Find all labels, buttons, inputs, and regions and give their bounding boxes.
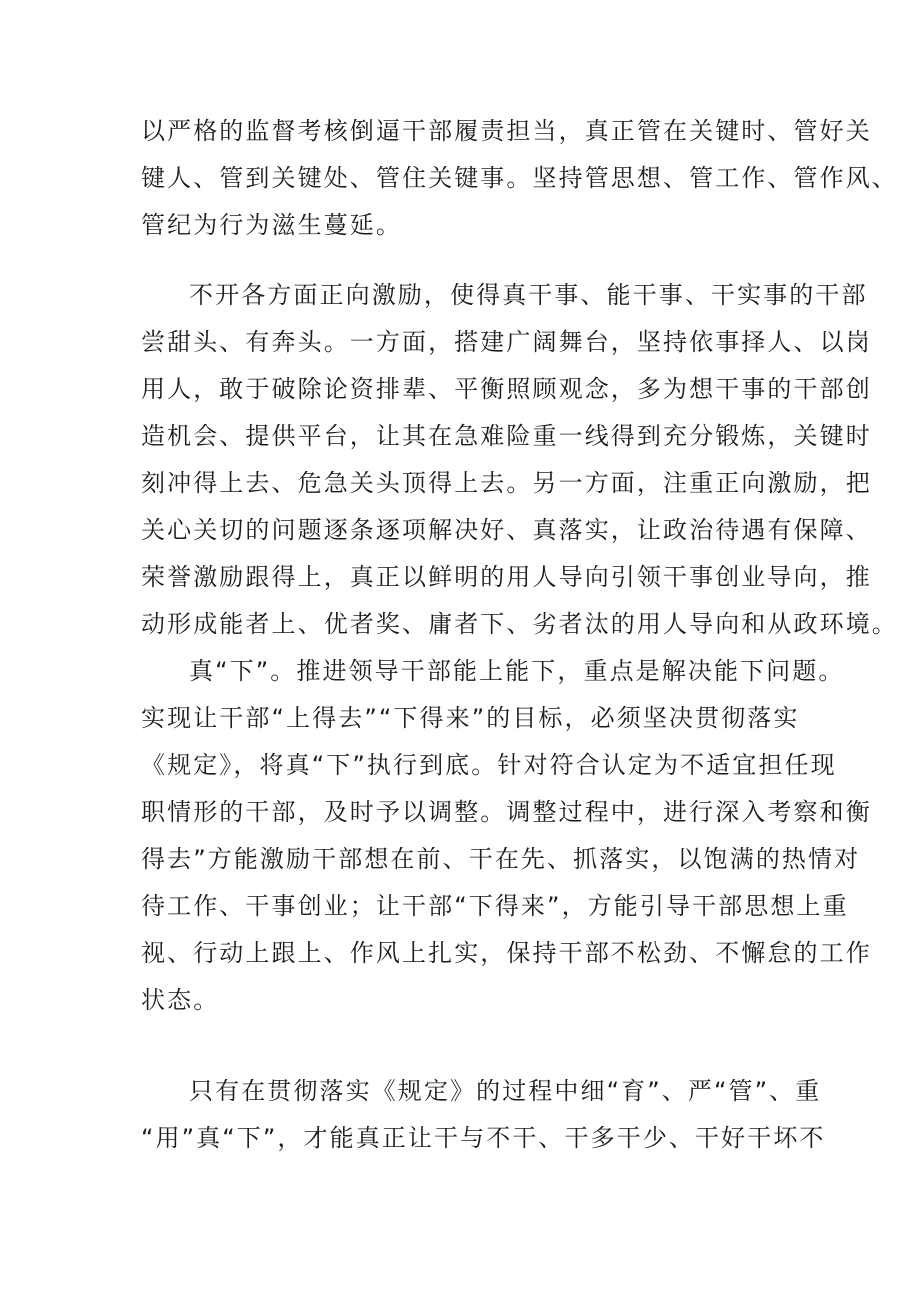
text-line: 动形成能者上、优者奖、庸者下、劣者汰的用人导向和从政环境。 (141, 610, 898, 638)
text-line: 用人，敢于破除论资排辈、平衡照顾观念，多为想干事的干部创 (141, 375, 872, 403)
text-line: 真“下”。推进领导干部能上能下，重点是解决能下问题。 (189, 657, 845, 685)
text-line: 视、行动上跟上、作风上扎实，保持干部不松劲、不懈怠的工作 (141, 939, 872, 967)
text-line: 《规定》，将真“下”执行到底。针对符合认定为不适宜担任现 (141, 751, 837, 779)
text-line: 造机会、提供平台，让其在急难险重一线得到充分锻炼，关键时 (141, 422, 872, 450)
text-line: 只有在贯彻落实《规定》的过程中细“育”、严“管”、重 (189, 1077, 822, 1105)
text-line: 得去”方能激励干部想在前、干在先、抓落实，以饱满的热情对 (141, 845, 861, 873)
text-line: 尝甜头、有奔头。一方面，搭建广阔舞台，坚持依事择人、以岗 (141, 328, 872, 356)
text-line: “用”真“下”，才能真正让干与不干、干多干少、干好干坏不 (141, 1124, 826, 1152)
text-line: 职情形的干部，及时予以调整。调整过程中，进行深入考察和衡 (141, 798, 872, 826)
text-line: 状态。 (141, 986, 220, 1014)
text-line: 待工作、干事创业；让干部“下得来”，方能引导干部思想上重 (141, 892, 849, 920)
text-line: 荣誉激励跟得上，真正以鲜明的用人导向引领干事创业导向，推 (141, 563, 872, 591)
text-line: 实现让干部“上得去”“下得来”的目标，必须坚决贯彻落实 (141, 704, 800, 732)
text-line: 键人、管到关键处、管住关键事。坚持管思想、管工作、管作风、 (141, 164, 898, 192)
text-line: 关心关切的问题逐条逐项解决好、真落实，让政治待遇有保障、 (141, 516, 872, 544)
text-line: 以严格的监督考核倒逼干部履责担当，真正管在关键时、管好关 (141, 117, 872, 145)
text-line: 刻冲得上去、危急关头顶得上去。另一方面，注重正向激励，把 (141, 469, 872, 497)
text-line: 管纪为行为滋生蔓延。 (141, 211, 402, 239)
text-line: 不开各方面正向激励，使得真干事、能干事、干实事的干部 (189, 281, 868, 309)
